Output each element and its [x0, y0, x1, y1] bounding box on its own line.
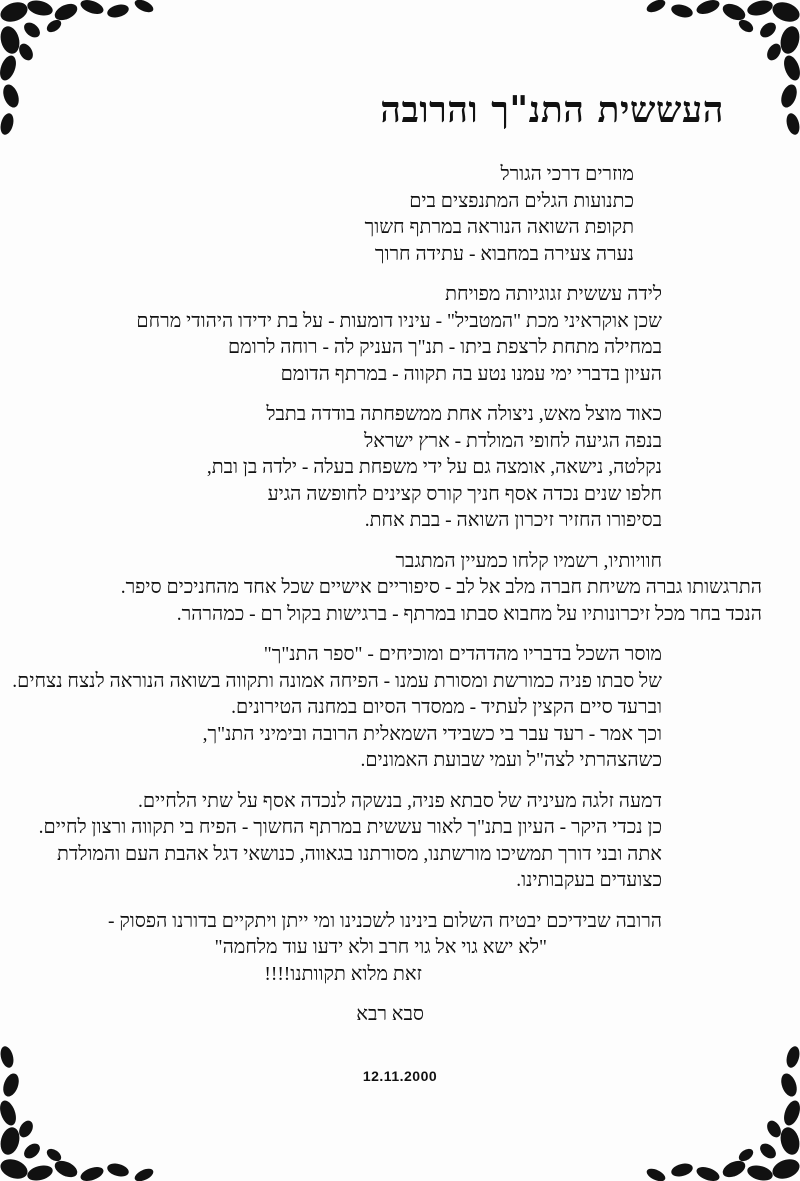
- date-text: 12.11.2000: [362, 1068, 438, 1084]
- poem-line: אתה ובני דורך תמשיכו מורשתנו, מסורתנו בגאווה, כנושאי דגל אהבת העם והמולדת: [57, 843, 662, 865]
- corner-ornament-bottom-right-icon: [630, 1031, 800, 1181]
- leaf-cluster-icon: [0, 1031, 170, 1181]
- poem-line: חוויותיו, רשמיו קלחו כמעיין המתגבר: [395, 550, 662, 572]
- poem-line: בסיפורו החזיר זיכרון השואה - בבת אחת.: [364, 510, 662, 531]
- stanza-5: [12, 642, 762, 775]
- stanza-2: [40, 282, 762, 388]
- stanza-3: [40, 402, 762, 535]
- poem-line: וכך אמר - רעד עבר בי כשבידי השמאלית הרובה ובימיני התנ"ך,: [202, 723, 662, 745]
- poem-line: "לא ישא גוי אל גוי חרב ולא ידעו עוד מלחמה": [214, 937, 547, 958]
- stanza-7: [40, 909, 762, 989]
- poem-line: חלפו שנים נכדה אסף חניך קורס קצינים לחופשה הגיע: [267, 483, 662, 505]
- poem-line: הרובה שבידיכם יבטיח השלום בינינו לשכנינו ומי ייתן ויתקיים בדורנו הפסוק -: [107, 910, 662, 932]
- poem-line: וברעד סיים הקצין לעתיד - ממסדר הסיום במחנה הטירונים.: [231, 697, 662, 718]
- stanza-6: [40, 789, 762, 895]
- poem-line: כשהצהרתי לצה"ל ועמי שבועת האמונים.: [360, 750, 662, 771]
- poem-line: העיון בדברי ימי עמנו נטע בה תקווה - במרתף הדומם: [280, 363, 662, 385]
- poem-line: זאת מלוא תקוותנו!!!!: [264, 963, 422, 985]
- poem-line: כאוד מוצל מאש, ניצולה אחת ממשפחתה בודדה בתבל: [266, 404, 662, 425]
- poem-line: במחילה מתחת לרצפת ביתו - תנ"ך העניק לה - רוחה לרומם: [228, 337, 662, 358]
- poem-line: כן נכדי היקר - העיון בתנ"ך לאור עששית במרתף החשוך - הפיח בי תקווה ורצון לחיים.: [38, 817, 662, 838]
- poem-line: שכן אוקראיני מכת "המטביל" - עיניו דומעות - על בת ידידו היהודי מרחם: [136, 310, 662, 332]
- signature: סבא רבא: [356, 1004, 424, 1025]
- poem-line: התרגשותו גברה משיחת חברה מלב אל לב - סיפוריים אישיים שכל אחד מהחניכים סיפר.: [120, 577, 762, 598]
- stanza-1: [40, 162, 762, 268]
- poem-line: הנכד בחר מכל זיכרונותיו על מחבוא סבתו במרתף - ברגישות בקול רם - כמהרהר.: [176, 603, 762, 625]
- poem-line: לידה עששית זגוגיותה מפויחת: [445, 284, 662, 305]
- poem-title: העששית התנ"ך והרובה: [380, 89, 724, 131]
- poem-line: כצועדים בעקבותינו.: [516, 870, 662, 891]
- poem-line: בנפה הגיעה לחופי המולדת - ארץ ישראל: [364, 430, 662, 452]
- corner-ornament-bottom-left-icon: [0, 1031, 170, 1181]
- poem-line: כתנועות הגלים המתנפצים בים: [409, 190, 634, 212]
- stanza-4: [40, 549, 762, 629]
- poem-line: מוסר השכל בדבריו מהדהדים ומוכיחים - "ספר התנ"ך": [263, 644, 662, 665]
- poem-line: דמעה זלגה מעיניה של סבתא פניה, בנשקה לנכדה אסף על שתי הלחיים.: [138, 790, 662, 812]
- poem-line: של סבתו פניה כמורשת ומסורת עמנו - הפיחה אמונה ותקווה בשואה הנוראה לנצח נצחים.: [12, 670, 662, 692]
- poem-line: נערה צעירה במחבוא - עתידה חרוך: [374, 243, 634, 265]
- leaf-cluster-icon: [630, 1031, 800, 1181]
- poem-body: [12, 88, 762, 1026]
- poem-line: נקלטה, נישאה, אומצה גם על ידי משפחת בעלה - ילדה בן ובת,: [206, 457, 662, 478]
- poem-line: מוזרים דרכי הגורל: [500, 164, 634, 185]
- poem-line: תקופת השואה הנוראה במרתף חשוך: [364, 217, 634, 238]
